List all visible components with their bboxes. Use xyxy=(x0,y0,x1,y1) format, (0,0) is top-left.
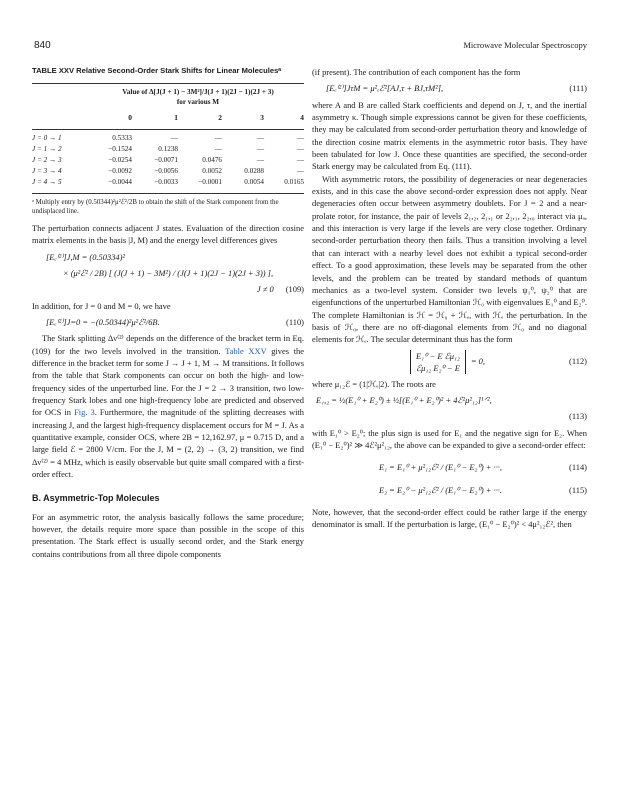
equation-rhs: = 0, xyxy=(470,356,486,367)
equation-number: (113) xyxy=(569,411,587,422)
table-cell: — xyxy=(296,144,304,153)
table-cell: −0.0044 xyxy=(108,178,132,187)
paragraph: With asymmetric rotors, the possibility of degeneracies or near degeneracies exists, and in this case the above second-order expression does not apply. Near degeneracies often occur between asymmetry doublets. For J = 2 and a near-prolate rotor, for instance, the pair of levels 2₁,₂, 2₁,₁ or 2₂,₁, 2₂,₀ interact via μₐ, and this interaction is very large if the levels are very close together. Ordinary second-order perturbation theory then fails. Thus a transition involving a level that can interact with a nearby level does not exhibit a typical second-order effect. To a good approximation, these levels may be separated from the other levels, and the problem can be treated by standard methods of quantum mechanics as a two-level system. Consider two levels ψ₁⁰, ψ₂⁰ that are eigenfunctions of the unperturbed Hamiltonian ℋ₀ with eigenvalues E₁⁰ and E₂⁰. The complete Hamiltonian is ℋ = ℋ₀ + ℋₑ, with ℋₑ the perturbation. In the basis of ℋ₀, there are no off-diagonal elements from ℋ₀ and no diagonal elements for ℋₑ. The secular determinant thus has the form xyxy=(312,173,587,345)
equation-text: E₂ = E₂⁰ − μ²₁₂ℰ² / (E₁⁰ − E₂⁰) + ···. xyxy=(378,484,503,495)
table-col-header: 2 xyxy=(218,112,222,122)
table-cell: −0.1524 xyxy=(108,144,132,153)
equation-number: (110) xyxy=(286,316,304,327)
determinant-row: ℰμ₁₂ E₂⁰ − E xyxy=(416,362,460,373)
equation-113 xyxy=(312,394,587,406)
table-row xyxy=(32,144,304,155)
table-cell: J = 0 → 1 xyxy=(32,133,62,142)
determinant-matrix xyxy=(410,350,466,374)
paragraph: where μ₁₂ℰ = (1|ℋₑ|2). The roots are xyxy=(312,378,436,389)
table-cell: — xyxy=(170,133,178,142)
table-cell: — xyxy=(214,144,222,153)
table-cell: — xyxy=(256,144,264,153)
equation-number: (114) xyxy=(569,462,587,473)
table-footnote: ᵃ Multiply entry by (0.50344)²μ²ℰ²/2B to obtain the shift of the Stark component from the undisplaced line. xyxy=(32,198,279,215)
table-row xyxy=(32,177,304,188)
equation-109-condition xyxy=(32,283,304,295)
table-cell: 0.0052 xyxy=(202,167,222,176)
equation-text: E₁,₂ = ½(E₁⁰ + E₂⁰) ± ½[(E₁⁰ + E₂⁰)² + 4ℰ²μ²₁₂]¹ᐟ², xyxy=(316,394,492,405)
paragraph: where A and B are called Stark coefficients and depend on J, τ, and the inertial asymmetry κ. Though simple expressions cannot be given for these coefficients, they may be calculated from second-order perturbation theory and knowledge of the direction cosine matrix elements in the asymmetric rotor basis. They have been tabulated for low J. Once these quantities are specified, the second-order Stark energy may be calculated from Eq. (111). xyxy=(312,99,587,172)
table-cell: −0.0056 xyxy=(154,167,178,176)
table-cell: — xyxy=(214,133,222,142)
table-cell: J = 4 → 5 xyxy=(32,178,62,187)
paragraph: For an asymmetric rotor, the analysis basically follows the same procedure; however, the details require more space than possible in the scope of this presentation. The Stark effect is usually second order, and the Stark energy contains contributions from all three dipole components xyxy=(32,511,304,559)
table-col-header: 0 xyxy=(128,112,132,122)
paragraph-text: gives the difference in the bracket term for some J → J + 1, M → M transitions. It follows from the table that Stark components can occur on both the high- and low-frequency sides of the unperturbed line. For the J = 2 → 3 transition, two low-frequency Stark lobes and one high-frequency lobe are predicted and observed for OCS in xyxy=(32,345,304,418)
section-heading: B. Asymmetric-Top Molecules xyxy=(32,493,160,504)
paragraph: In addition, for J = 0 and M = 0, we have xyxy=(32,300,171,311)
page-number: 840 xyxy=(34,40,51,51)
paragraph xyxy=(32,332,304,480)
equation-111 xyxy=(312,82,587,94)
equation-text: [Eₑ⁽²⁾]JτM = μ²ₑℰ²[AJ,τ + BJ,τM²], xyxy=(326,83,444,94)
table-body xyxy=(32,130,304,193)
table-col-header xyxy=(32,113,88,123)
table-cell: J = 1 → 2 xyxy=(32,144,62,153)
equation-114 xyxy=(312,461,587,473)
table-bottom-rule xyxy=(32,193,304,194)
equation-number: (112) xyxy=(569,356,587,367)
right-column xyxy=(312,66,587,531)
table-caption: TABLE XXV Relative Second-Order Stark Shifts for Linear Moleculesᵃ xyxy=(32,66,282,75)
equation-109-line2 xyxy=(32,267,304,279)
table-cell: −0.0092 xyxy=(108,167,132,176)
equation-determinant xyxy=(312,350,569,374)
equation-text: E₁ = E₁⁰ + μ²₁₂ℰ² / (E₁⁰ − E₂⁰) + ···, xyxy=(378,462,503,473)
equation-109-line1 xyxy=(32,251,304,263)
table-cell: 0.0054 xyxy=(244,178,264,187)
table-cell: 0.1238 xyxy=(158,144,178,153)
equation-number: (109) xyxy=(285,284,304,295)
table-cell: 0.5333 xyxy=(112,133,132,142)
table-cell: 0.0288 xyxy=(244,167,264,176)
equation-113-number-row xyxy=(312,410,587,422)
table-cell: — xyxy=(256,155,264,164)
table-cell: — xyxy=(256,133,264,142)
table-cell: — xyxy=(296,155,304,164)
equation-text: [Eₑ⁽²⁾]J,M = (0.50334)² xyxy=(46,251,125,262)
determinant-row: E₁⁰ − E ℰμ₁₂ xyxy=(416,350,460,361)
table-col-header: 1 xyxy=(174,112,178,122)
equation-condition: J ≠ 0 xyxy=(256,284,274,295)
table-cell: −0.0071 xyxy=(154,155,178,164)
paragraph: Note, however, that the second-order effect could be rather large if the energy denominator is small. If the perturbation is large, (E₁⁰ − E₂⁰)² < 4μ²₁₂ℰ², then xyxy=(312,506,587,530)
equation-112 xyxy=(312,350,587,374)
table-cell: 0.0476 xyxy=(202,155,222,164)
table-col-header: 3 xyxy=(260,112,264,122)
left-column xyxy=(32,66,304,560)
table-cell: J = 2 → 3 xyxy=(32,155,62,164)
table-cell: J = 3 → 4 xyxy=(32,167,62,176)
equation-115 xyxy=(312,484,587,496)
figure-reference-link[interactable]: Fig. 3 xyxy=(74,407,95,418)
table-row xyxy=(32,133,304,144)
table-cell: 0.0165 xyxy=(284,178,304,187)
paragraph-text: . Furthermore, the magnitude of the splitting decreases with increasing J, and the largest high-frequency displacement occurs for M = J. As a quantitative example, consider OCS, where 2B = 12,162.97, μ = 0.715 D, and a large field ℰ = 2800 V/cm. For the J, M = (2, 2) → (3, 2) transition, we find Δν⁽²⁾ = 4 MHz, which is easily observable but quite small compared with a first-order effect. xyxy=(32,407,304,480)
equation-text: × (μ²ℰ² / 2B) [ (J(J + 1) − 3M²) / (J(J + 1)(2J − 1)(2J + 3)) ], xyxy=(62,267,274,278)
equation-number: (111) xyxy=(569,83,587,94)
paragraph: The perturbation connects adjacent J states. Evaluation of the direction cosine matrix elements in the basis |J, M) and the energy level differences gives xyxy=(32,222,304,246)
equation-text: [Eₑ⁽²⁾]J=0 = −(0.50344)²μ²ℰ²/6B. xyxy=(46,316,160,327)
table-reference-link[interactable]: Table XXV xyxy=(225,345,267,356)
equation-number: (115) xyxy=(569,484,587,495)
paragraph-text: The Stark splitting Δν⁽²⁾ depends on the difference of the bracket term in Eq. (109) for the two levels involved in the transition. xyxy=(32,333,304,356)
table-value-header xyxy=(32,84,304,109)
table-column-headers xyxy=(32,109,304,129)
running-head: Microwave Molecular Spectroscopy xyxy=(463,40,587,50)
paragraph: (if present). The contribution of each component has the form xyxy=(312,67,521,77)
table-col-header: 4 xyxy=(300,112,304,122)
table-cell: −0.0033 xyxy=(154,178,178,187)
table-cell: — xyxy=(296,167,304,176)
paragraph: with E₁⁰ > E₂⁰; the plus sign is used for E₁ and the negative sign for E₂. When (E₁⁰ − E₂⁰)² ≫ 4ℰ²μ²₁₂, the above can be expanded to give a second-order effect: xyxy=(312,427,587,450)
table-value-header-line1: Value of Δ[J(J + 1) − 3M²]/J(J + 1)(2J − 1)(2J + 3) xyxy=(122,87,274,96)
table-cell: −0.0001 xyxy=(198,178,222,187)
table-cell: −0.0254 xyxy=(108,155,132,164)
equation-110 xyxy=(32,316,304,328)
table-value-header-line2: for various M xyxy=(176,97,220,106)
table-row xyxy=(32,155,304,166)
table-cell: — xyxy=(296,133,304,142)
table-row xyxy=(32,166,304,177)
